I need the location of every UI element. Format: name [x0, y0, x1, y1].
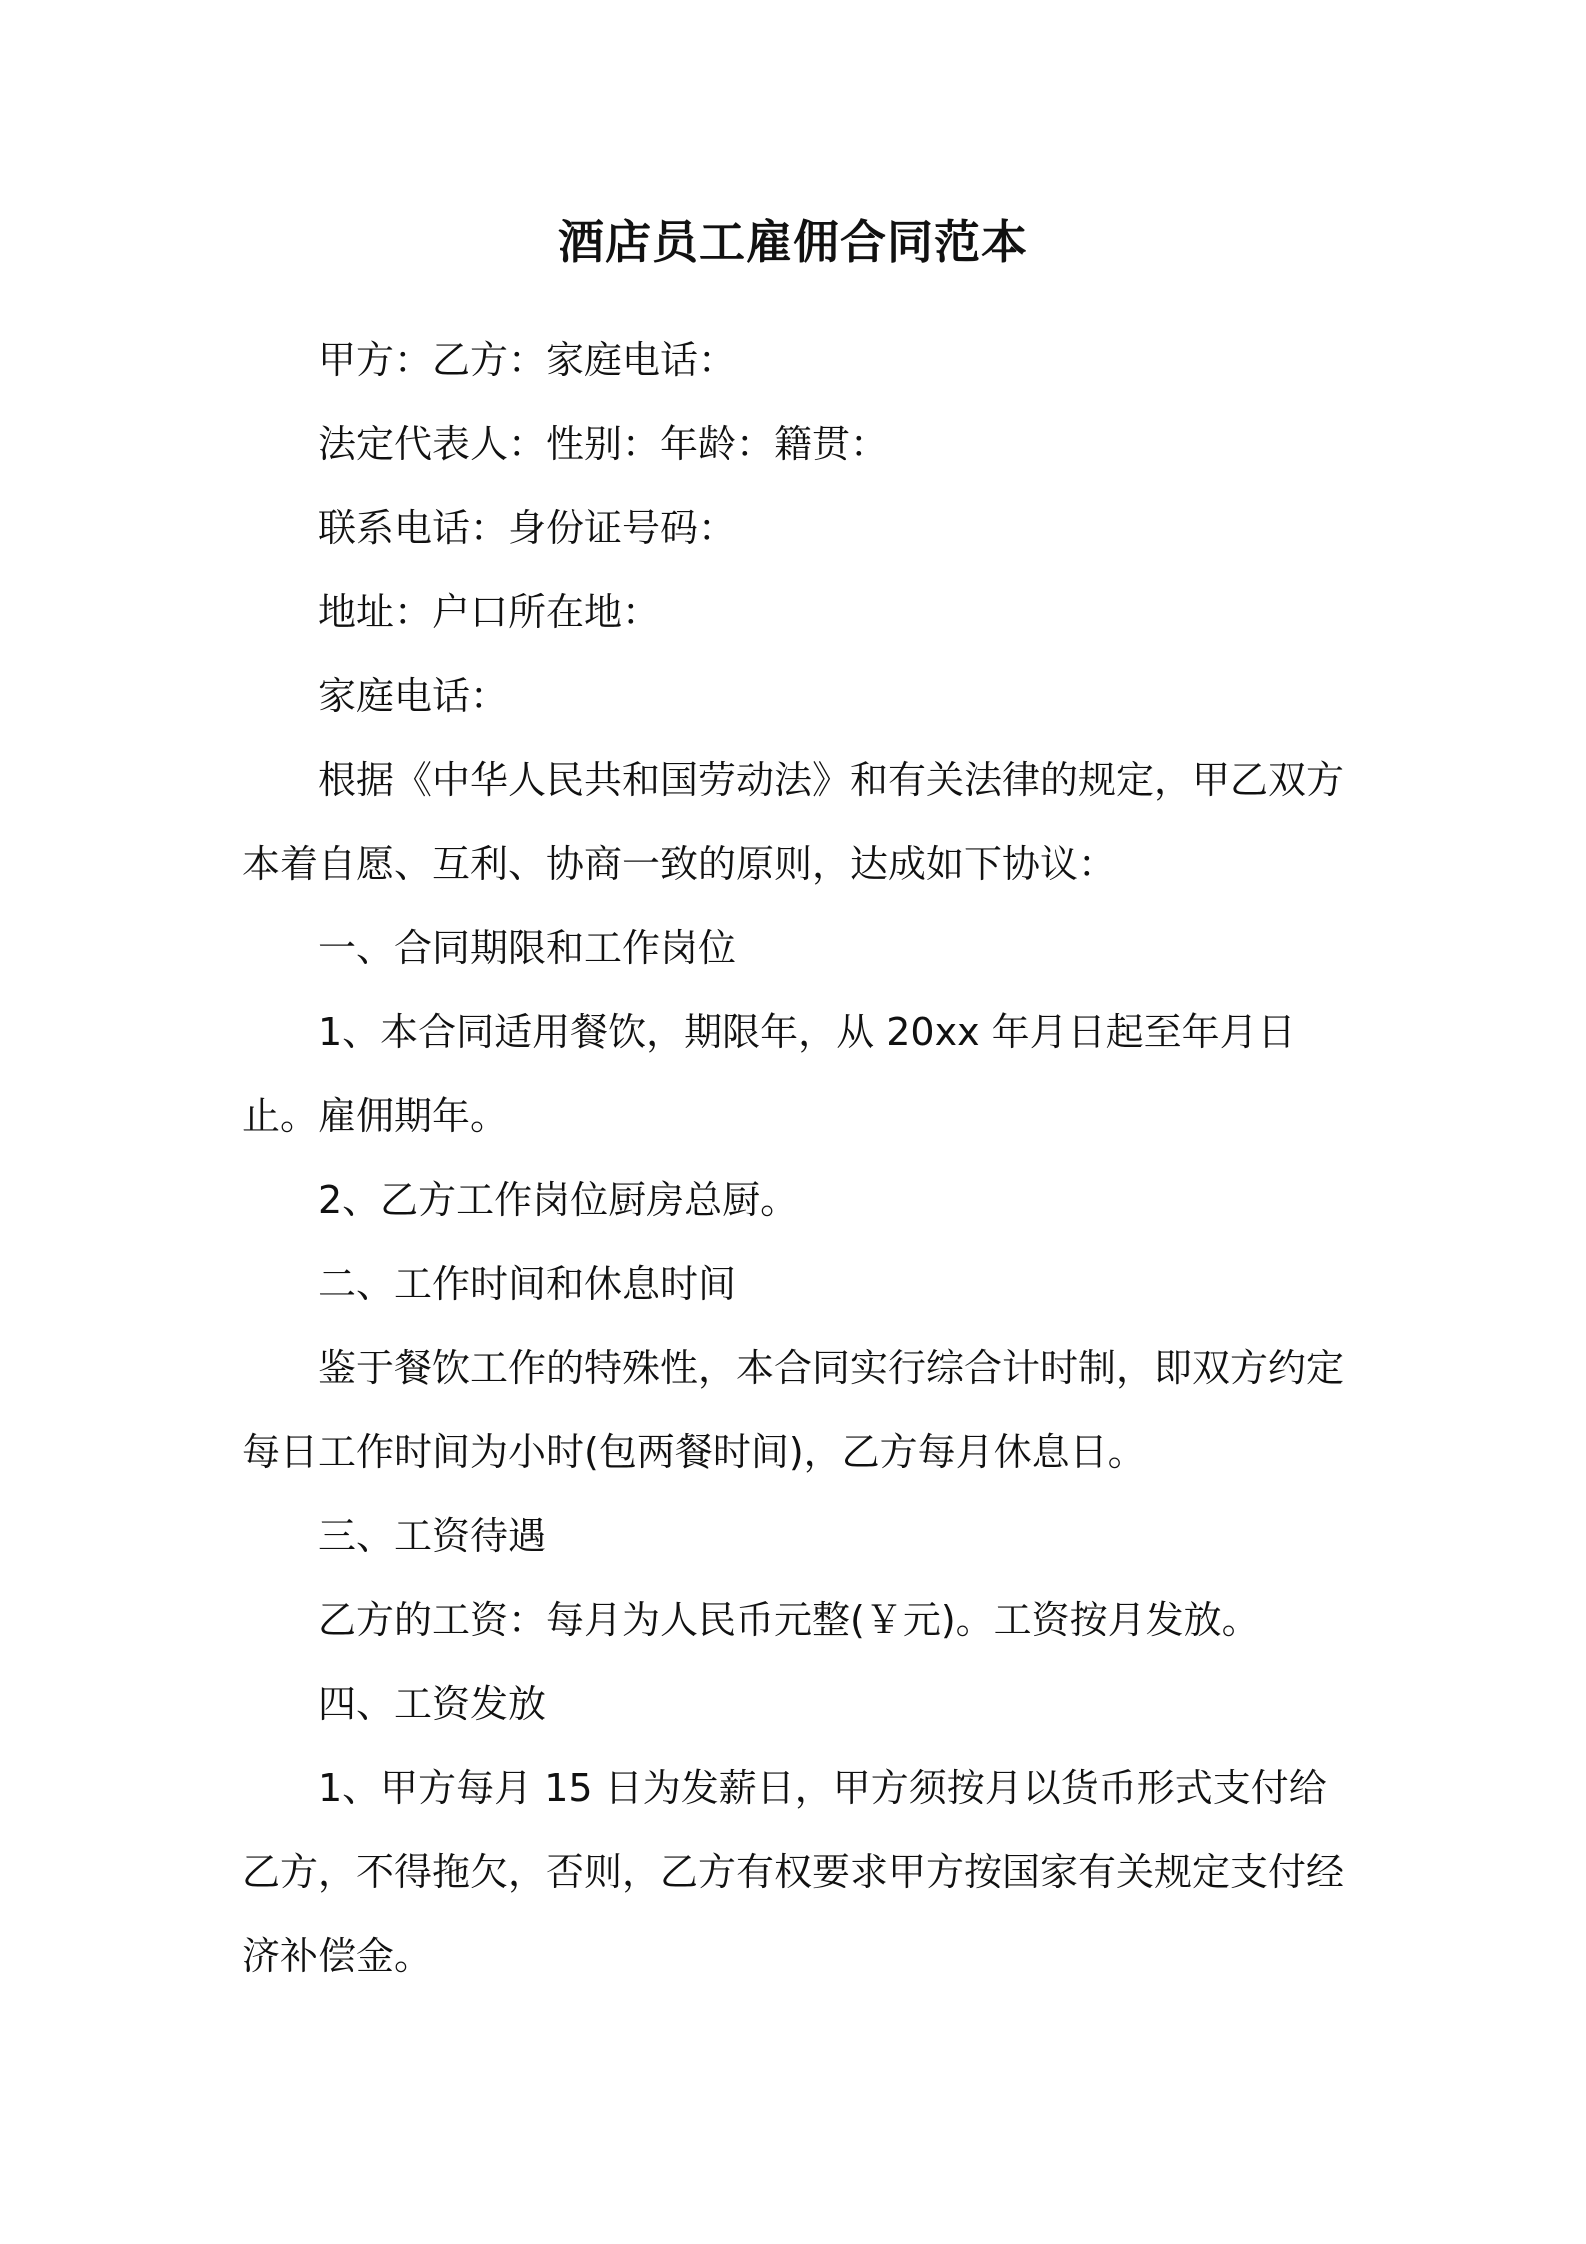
document-body	[242, 318, 1358, 1998]
party-info-line-3: 联系电话：身份证号码：	[318, 506, 737, 550]
clause-paragraph: 1、本合同适用餐饮，期限年，从 20xx 年月日起至年月日止。雇佣期年。	[242, 1010, 1296, 1138]
section-heading-salary: 三、工资待遇	[318, 1514, 547, 1558]
clause-paragraph: 乙方的工资：每月为人民币元整(￥元)。工资按月发放。	[318, 1598, 1260, 1642]
section-heading-payment: 四、工资发放	[318, 1682, 547, 1726]
party-info-line-1: 甲方：乙方：家庭电话：	[318, 338, 737, 382]
party-info-line-5: 家庭电话：	[318, 674, 509, 718]
clause-paragraph: 1、甲方每月 15 日为发薪日，甲方须按月以货币形式支付给乙方，不得拖欠，否则，乙方有权要求甲方按国家有关规定支付经济补偿金。	[242, 1766, 1345, 1978]
party-info-line-2: 法定代表人：性别：年龄：籍贯：	[318, 422, 889, 466]
party-info-line-4: 地址：户口所在地：	[318, 590, 661, 634]
preamble-paragraph: 根据《中华人民共和国劳动法》和有关法律的规定，甲乙双方本着自愿、互利、协商一致的原则，达成如下协议：	[242, 758, 1345, 886]
section-heading-hours: 二、工作时间和休息时间	[318, 1262, 737, 1306]
clause-paragraph: 鉴于餐饮工作的特殊性，本合同实行综合计时制，即双方约定每日工作时间为小时(包两餐时间)，乙方每月休息日。	[242, 1346, 1345, 1474]
page-title: 酒店员工雇佣合同范本	[558, 215, 1028, 269]
section-heading-term: 一、合同期限和工作岗位	[318, 926, 737, 970]
clause-paragraph: 2、乙方工作岗位厨房总厨。	[318, 1178, 799, 1222]
